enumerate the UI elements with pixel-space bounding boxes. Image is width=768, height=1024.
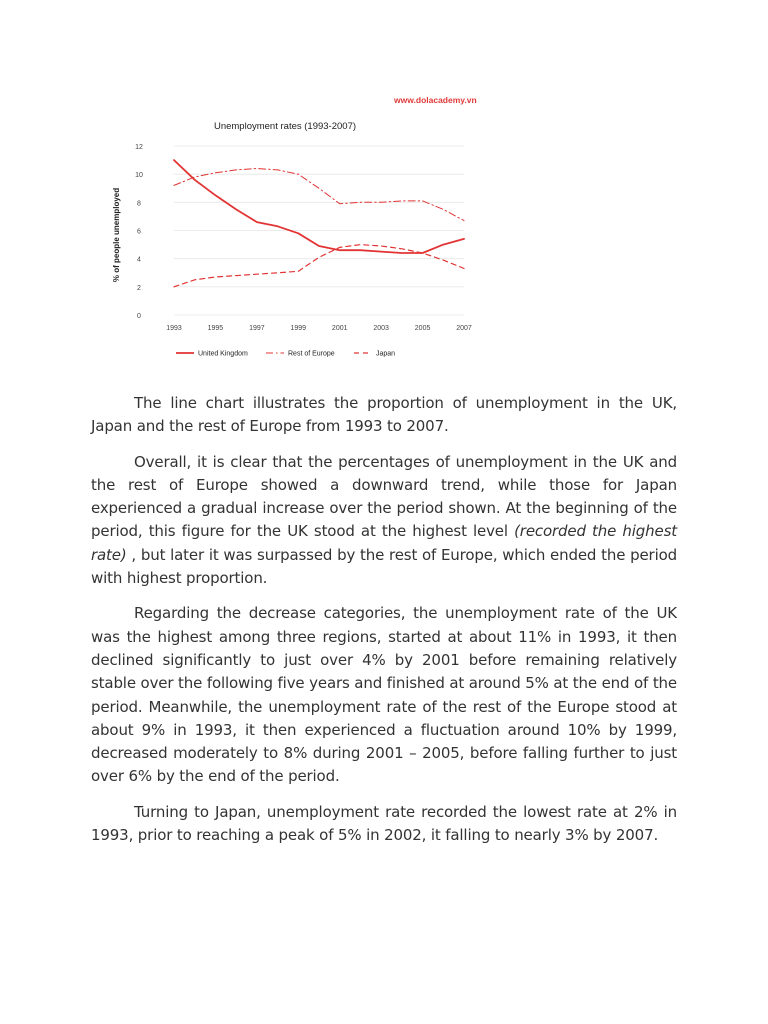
paragraph-japan: Turning to Japan, unemployment rate recorded the lowest rate at 2% in 1993, prior to reaching a peak of 5% in 2002, it falling to nearly 3% by 2007. [91, 802, 677, 845]
series-line-rest-of-europe [174, 169, 464, 221]
legend-label: Japan [376, 350, 396, 358]
x-tick-label: 2003 [373, 325, 389, 332]
overview-text-b: , but later it was surpassed by the rest of Europe, which ended the period with highest proportion. [91, 545, 677, 588]
y-axis-ticks [135, 144, 143, 320]
watermark-text: www.dolacademy.vn [394, 95, 477, 105]
paragraph-intro: The line chart illustrates the proportion of unemployment in the UK, Japan and the rest of Europe from 1993 to 2007. [91, 394, 677, 436]
x-tick-label: 1999 [290, 325, 307, 332]
x-tick-label: 1993 [166, 325, 182, 332]
chart-grid [174, 146, 464, 315]
line-chart [90, 88, 480, 384]
essay-text [91, 392, 677, 859]
y-tick-label: 8 [137, 200, 141, 208]
y-tick-label: 0 [137, 313, 141, 320]
x-tick-label: 1995 [207, 325, 224, 332]
chart-title: Unemployment rates (1993-2007) [213, 121, 357, 132]
overview-text-a: Overall, it is clear that the percentages of unemployment in the UK and the rest of Europe showed a downward trend, while those for Japan experienced a gradual increase over the period shown. At the beginning of the period, this figure for the UK stood at the highest level [91, 452, 677, 541]
overview-italic-note: (recorded the highest rate) [91, 522, 677, 564]
y-tick-label: 12 [135, 144, 143, 151]
series-lines [174, 160, 464, 287]
chart-legend [176, 351, 395, 358]
x-tick-label: 2001 [331, 325, 348, 332]
y-tick-label: 4 [137, 256, 141, 264]
chart-svg [90, 88, 480, 384]
y-axis-label: % of people unemployed [112, 187, 121, 283]
x-tick-label: 2005 [414, 325, 431, 332]
paragraph-overview [91, 451, 677, 591]
y-tick-label: 6 [137, 228, 141, 236]
series-line-japan [174, 245, 464, 287]
x-tick-label: 1997 [249, 325, 265, 332]
y-tick-label: 10 [135, 172, 143, 180]
x-axis-ticks [166, 325, 472, 332]
paragraph-decrease: Regarding the decrease categories, the unemployment rate of the UK was the highest among three regions, started at about 11% in 1993, it then declined significantly to just over 4% by 2001 before remaining relatively stable over the following five years and finished at around 5% at the end of the period. Meanwhile, the unemployment rate of the rest of the Europe stood at about 9% in 1993, it then experienced a fluctuation around 10% by 1999, decreased moderately to 8% during 2001 – 2005, before falling further to just over 6% by the end of the period. [91, 604, 677, 786]
x-tick-label: 2007 [456, 325, 472, 332]
y-tick-label: 2 [137, 284, 141, 292]
legend-label: Rest of Europe [288, 350, 335, 358]
legend-label: United Kingdom [198, 350, 248, 358]
